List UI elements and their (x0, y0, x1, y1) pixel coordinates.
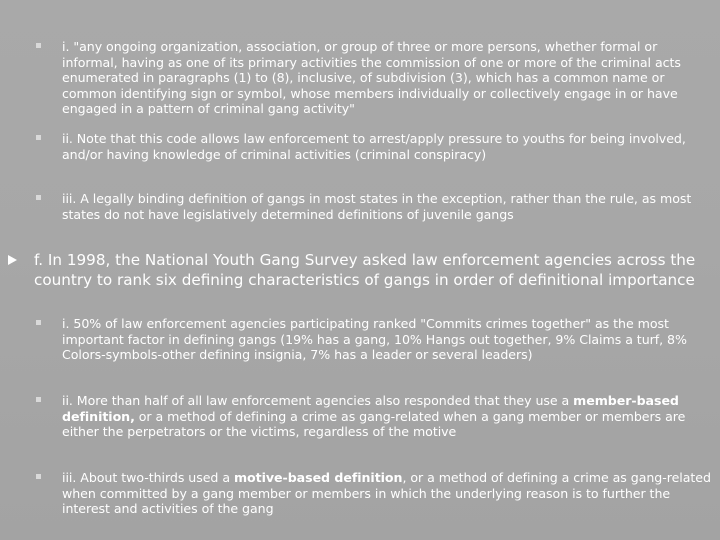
bold-term: member-based definition, (62, 393, 679, 424)
main-bullet-text: f. In 1998, the National Youth Gang Survey asked law enforcement agencies across the country to rank six defining characteristics of gangs in order of definitional importance (34, 251, 696, 289)
sub-bullet-text: ii. Note that this code allows law enforcement to arrest/apply pressure to youths for being involved, and/or having knowledge of criminal activities (criminal conspiracy) (62, 131, 686, 162)
sub-bullet-text (62, 470, 712, 517)
sub-bullet-text: iii. A legally binding definition of gangs in most states in the exception, rather than the rule, as most states do not have legislatively determined definitions of juvenile gangs (62, 191, 692, 222)
square-bullet-icon (36, 195, 41, 200)
text-segment: or a method of defining a crime as gang-related when a gang member or members are either the perpetrators or the victims, regardless of the motive (62, 408, 686, 440)
text-segment: ii. More than half of all law enforcement agencies also responded that they use a (62, 393, 574, 408)
text-segment: , or a method of defining a crime as gang-related when committed by a gang member or members in which the underlying reason is to further the interest and activities of the gang (62, 470, 711, 517)
square-bullet-icon (36, 397, 41, 402)
arrow-bullet-icon (8, 255, 17, 265)
square-bullet-icon (36, 474, 41, 479)
sub-bullet-text (62, 393, 712, 440)
sub-bullet-text: i. "any ongoing organization, association, or group of three or more persons, whether formal or informal, having as one of its primary activities the commission of one or more of the criminal acts enumerated in paragraphs (1) to (8), inclusive, of subdivision (3), which has a common name or common identifying sign or symbol, whose members individually or collectively engage in or have engaged in a pattern of criminal gang activity" (62, 39, 681, 117)
square-bullet-icon (36, 320, 41, 325)
sub-bullet-text: i. 50% of law enforcement agencies participating ranked "Commits crimes together" as the most important factor in defining gangs (19% has a gang, 10% Hangs out together, 9% Claims a turf, 8% Colors-symbols-other defining insignia, 7% has a leader or several leaders) (62, 316, 687, 363)
bold-term: motive-based definition (233, 470, 403, 485)
text-segment: iii. About two-thirds used a (62, 470, 234, 485)
square-bullet-icon (36, 43, 41, 48)
square-bullet-icon (36, 135, 41, 140)
